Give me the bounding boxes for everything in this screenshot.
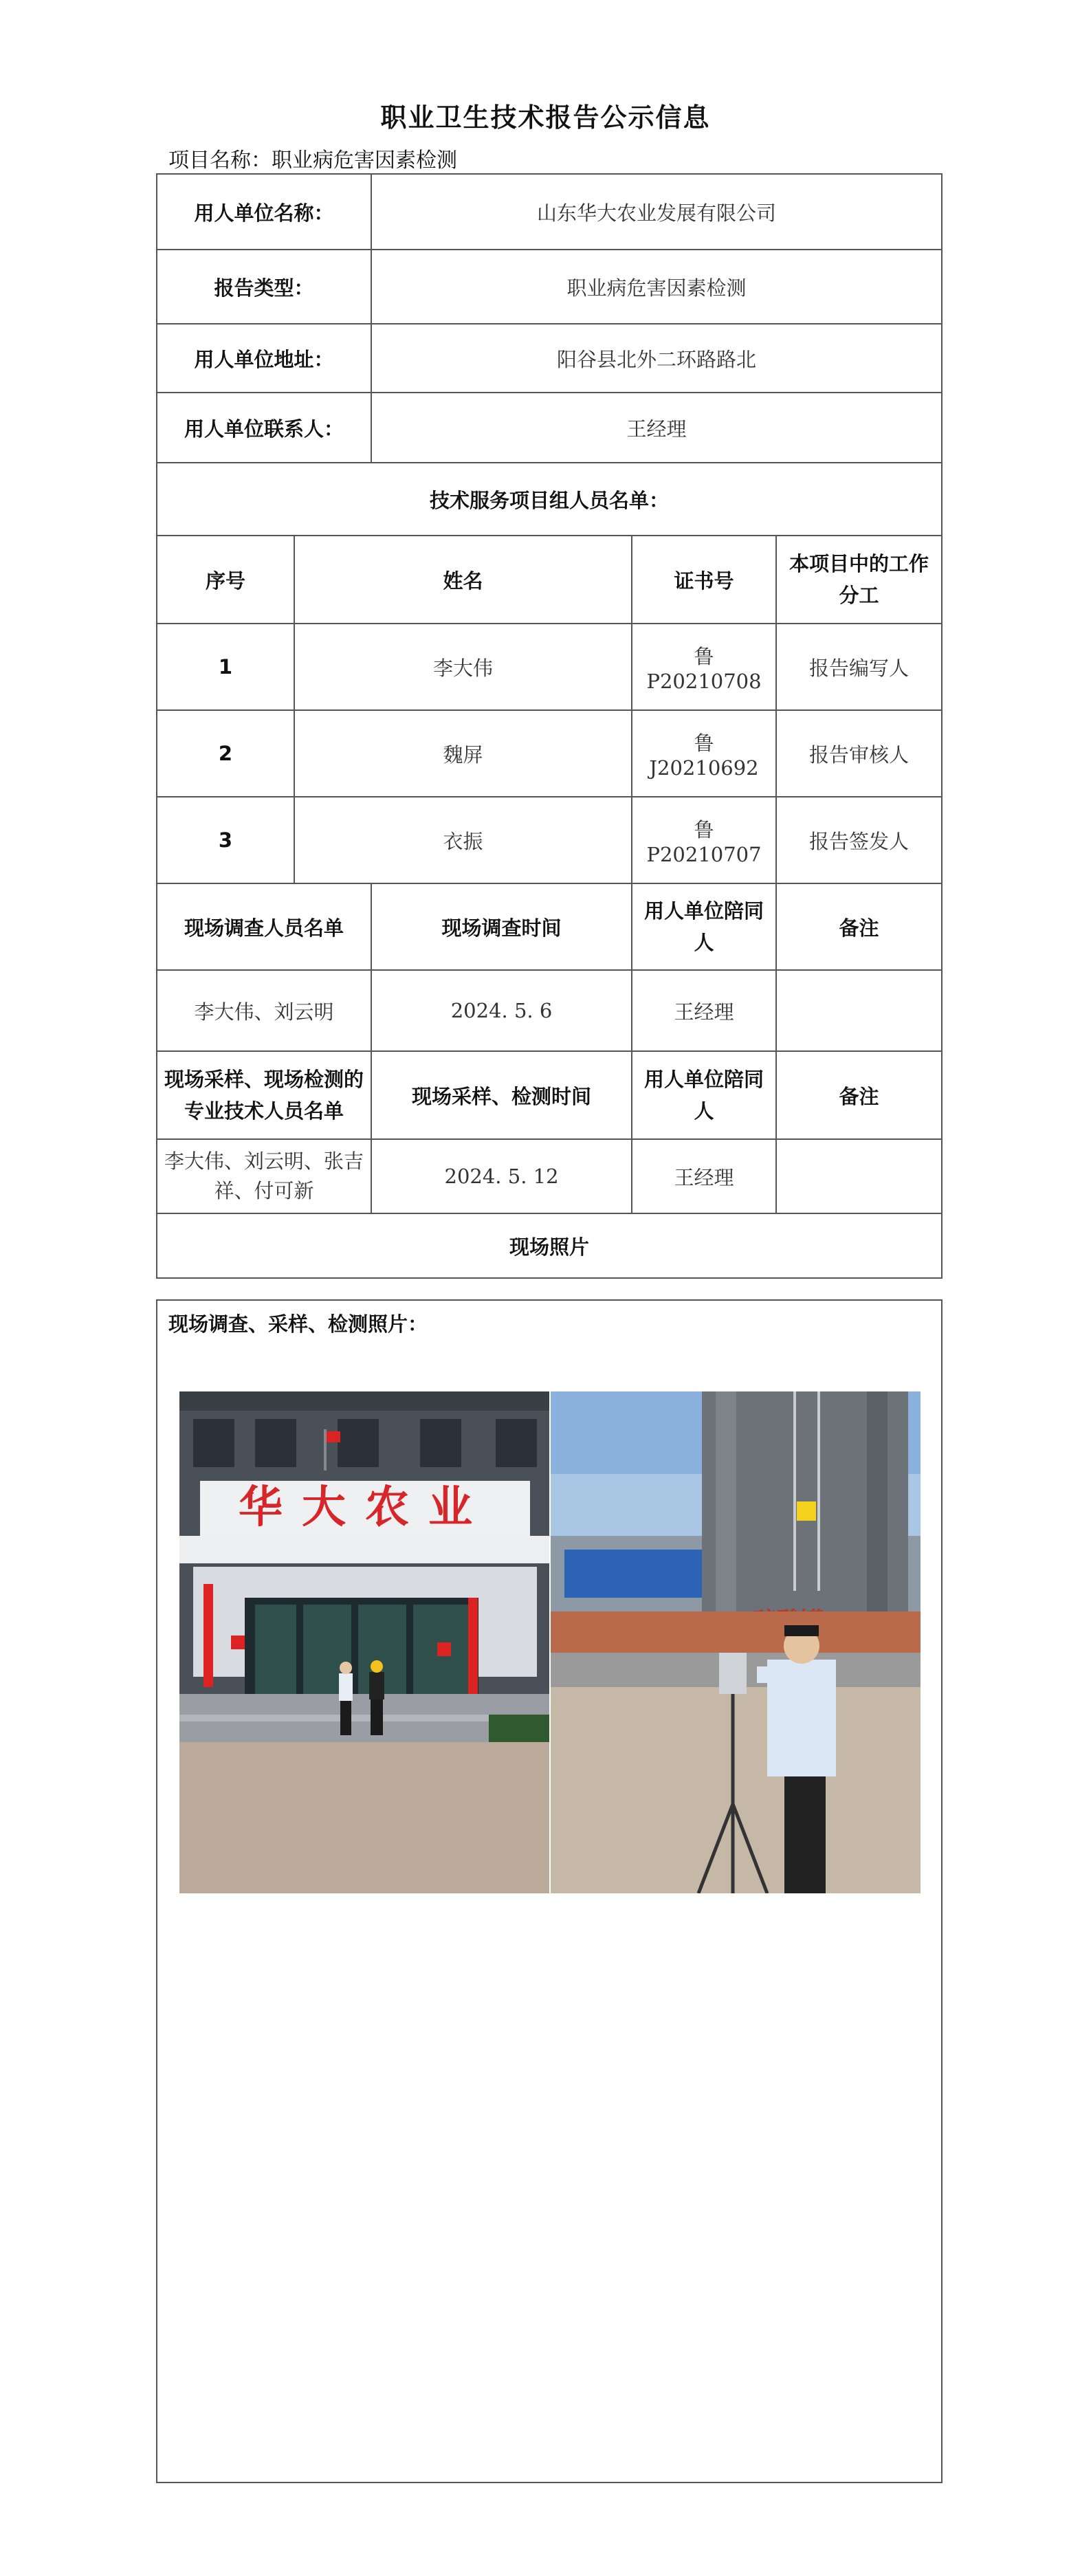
team-name: 李大伟 [294, 624, 632, 710]
survey-header: 用人单位陪同人 [632, 883, 776, 970]
field-label: 用人单位联系人： [157, 393, 371, 463]
photo-box [156, 1299, 943, 2483]
sampling-date: 2024. 5. 12 [371, 1139, 632, 1213]
survey-remark [776, 970, 942, 1051]
sampling-escort: 王经理 [632, 1139, 776, 1213]
team-row [157, 710, 942, 797]
site-photos [179, 1391, 921, 1893]
team-header: 本项目中的工作分工 [776, 536, 942, 624]
photos-section-title: 现场照片 [157, 1213, 942, 1278]
team-index: 3 [157, 797, 294, 883]
field-value: 山东华大农业发展有限公司 [371, 174, 942, 250]
team-header-row [157, 536, 942, 624]
team-cert: 鲁 P20210708 [632, 624, 776, 710]
project-name: 项目名称：职业病危害因素检测 [168, 148, 457, 173]
team-role: 报告编写人 [776, 624, 942, 710]
field-value: 王经理 [371, 393, 942, 463]
team-cert: 鲁 J20210692 [632, 710, 776, 797]
field-row [157, 324, 942, 393]
survey-escort: 王经理 [632, 970, 776, 1051]
team-header: 序号 [157, 536, 294, 624]
sampling-header: 现场采样、现场检测的专业技术人员名单 [157, 1051, 371, 1139]
team-cert: 鲁 P20210707 [632, 797, 776, 883]
field-row [157, 393, 942, 463]
team-role: 报告审核人 [776, 710, 942, 797]
field-value: 职业病危害因素检测 [371, 250, 942, 324]
team-name: 衣振 [294, 797, 632, 883]
building-sign: 华大农业 [239, 1482, 492, 1533]
team-name: 魏屏 [294, 710, 632, 797]
field-label: 用人单位地址： [157, 324, 371, 393]
sampling-row [157, 1139, 942, 1213]
team-role: 报告签发人 [776, 797, 942, 883]
sampling-header: 备注 [776, 1051, 942, 1139]
field-value: 阳谷县北外二环路路北 [371, 324, 942, 393]
survey-row [157, 970, 942, 1051]
survey-header: 现场调查时间 [371, 883, 632, 970]
report-info-table [156, 173, 943, 1279]
team-index: 1 [157, 624, 294, 710]
sampling-header: 现场采样、检测时间 [371, 1051, 632, 1139]
survey-staff: 李大伟、刘云明 [157, 970, 371, 1051]
field-row [157, 250, 942, 324]
team-index: 2 [157, 710, 294, 797]
field-row [157, 174, 942, 250]
team-row [157, 797, 942, 883]
team-section-title: 技术服务项目组人员名单： [157, 463, 942, 536]
survey-header-row [157, 883, 942, 970]
sampling-staff: 李大伟、刘云明、张吉祥、付可新 [157, 1139, 371, 1213]
team-header: 姓名 [294, 536, 632, 624]
field-label: 用人单位名称： [157, 174, 371, 250]
page-title: 职业卫生技术报告公示信息 [380, 102, 711, 133]
building-photo [179, 1391, 549, 1893]
sampling-header-row [157, 1051, 942, 1139]
sampling-remark [776, 1139, 942, 1213]
survey-header: 现场调查人员名单 [157, 883, 371, 970]
survey-header: 备注 [776, 883, 942, 970]
photo-caption: 现场调查、采样、检测照片： [168, 1312, 428, 1336]
tank-photo [551, 1391, 921, 1893]
survey-date: 2024. 5. 6 [371, 970, 632, 1051]
team-header: 证书号 [632, 536, 776, 624]
sampling-header: 用人单位陪同人 [632, 1051, 776, 1139]
field-label: 报告类型： [157, 250, 371, 324]
team-row [157, 624, 942, 710]
